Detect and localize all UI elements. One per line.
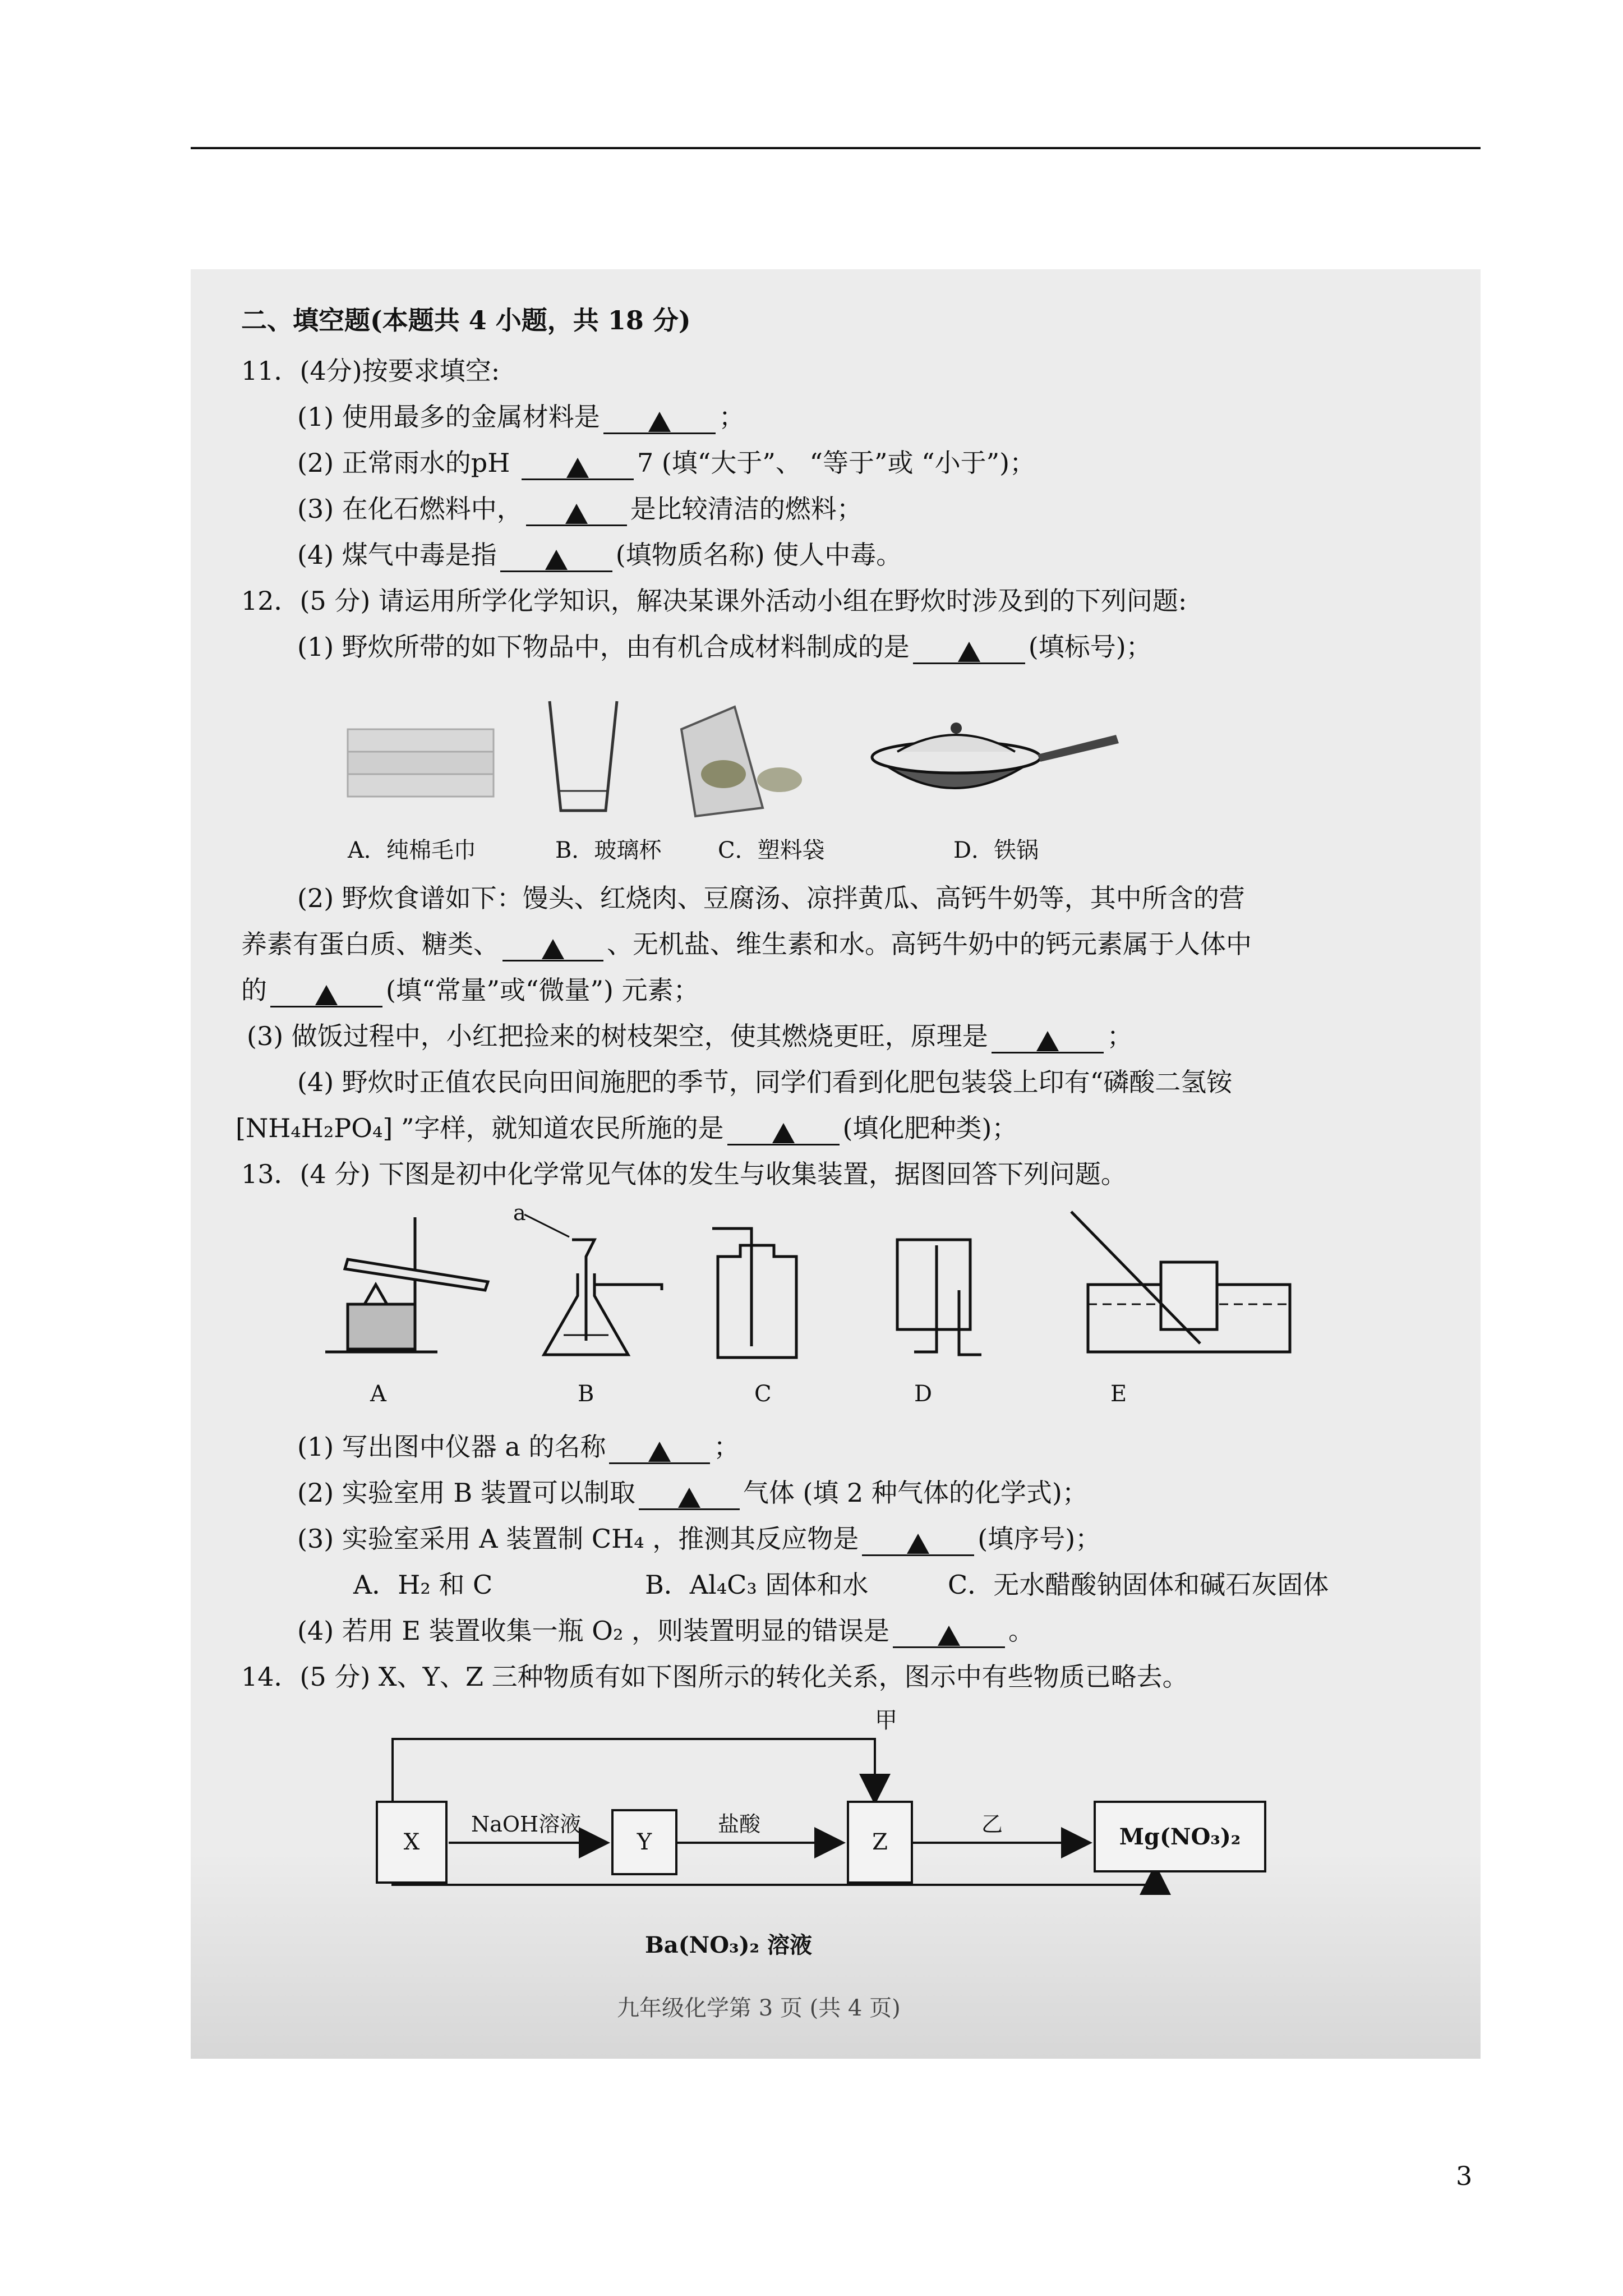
triangle-icon [648, 412, 671, 432]
plastic-bag-icon [681, 707, 802, 816]
apparatus-label-b: B [578, 1381, 594, 1407]
q12-part2-line1: (2) 野炊食谱如下：馒头、红烧肉、豆腐汤、凉拌黄瓜、高钙牛奶等，其中所含的营 [297, 883, 1245, 913]
triangle-icon [1036, 1031, 1059, 1051]
q13-option-b: B．Al₄C₃ 固体和水 [645, 1570, 869, 1600]
q12-part3-text: (3) 做饭过程中，小红把捡来的树枝架空，使其燃烧更旺，原理是 [247, 1021, 988, 1051]
q11-part2-tail: 7 (填“大于”、 “等于”或 “小于”)； [637, 448, 1036, 478]
answer-blank[interactable] [893, 1619, 1005, 1648]
answer-blank[interactable] [603, 406, 716, 434]
q13-part2 [297, 1475, 1088, 1510]
q12-part4-tail: (填化肥种类)； [842, 1113, 1018, 1143]
item-b-label: B．玻璃杯 [555, 838, 662, 863]
answer-blank[interactable] [502, 933, 603, 961]
q12-part3-tail: ； [1106, 1021, 1133, 1051]
answer-blank[interactable] [526, 498, 627, 526]
q12-part3 [247, 1019, 1133, 1053]
answer-blank[interactable] [609, 1435, 710, 1464]
triangle-icon [958, 642, 980, 662]
triangle-icon [315, 985, 338, 1005]
q13-part3-text: (3) 实验室采用 A 装置制 CH₄ ，推测其反应物是 [297, 1524, 859, 1554]
q13-part4-tail: 。 [1008, 1616, 1035, 1646]
q11-part1-text: (1) 使用最多的金属材料是 [297, 402, 600, 432]
iron-wok-icon [872, 723, 1119, 788]
answer-blank[interactable] [522, 452, 634, 480]
q13-option-a: A．H₂ 和 C [353, 1570, 493, 1600]
triangle-icon [772, 1123, 795, 1143]
answer-blank[interactable] [270, 979, 382, 1007]
triangle-icon [907, 1534, 929, 1554]
q12-part1-text: (1) 野炊所带的如下物品中，由有机合成材料制成的是 [297, 632, 910, 662]
node-z: Z [847, 1801, 913, 1884]
answer-blank[interactable] [500, 544, 612, 572]
answer-blank[interactable] [639, 1481, 740, 1510]
q11-stem: 11．(4分)按要求填空: [241, 356, 500, 386]
q12-part2-line3 [241, 973, 699, 1007]
q11-part4-tail: (填物质名称) 使人中毒。 [615, 540, 902, 570]
q13-part1 [297, 1429, 739, 1464]
towel-icon [348, 729, 494, 797]
triangle-icon [545, 550, 568, 570]
q11-part3 [297, 491, 863, 526]
q12-part1 [297, 629, 1152, 664]
q11-part4-text: (4) 煤气中毒是指 [297, 540, 497, 570]
q13-part3 [297, 1521, 1101, 1556]
node-mg-nitrate: Mg(NO₃)₂ [1094, 1801, 1266, 1872]
triangle-icon [938, 1626, 960, 1646]
q12-part2-text: 养素有蛋白质、糖类、 [241, 929, 499, 959]
apparatus-label-d: D [914, 1381, 933, 1407]
q11-part1 [297, 399, 745, 434]
label-a: a [513, 1206, 526, 1225]
section-title: 二、填空题(本题共 4 小题，共 18 分) [241, 305, 691, 335]
answer-blank[interactable] [992, 1025, 1104, 1053]
apparatus-b-icon [544, 1240, 662, 1355]
q13-part1-text: (1) 写出图中仪器 a 的名称 [297, 1432, 606, 1462]
triangle-icon [678, 1488, 700, 1508]
top-rule [191, 147, 1481, 149]
apparatus-label-a: A [370, 1381, 386, 1407]
apparatus-c-icon [712, 1228, 796, 1358]
label-ba-nitrate: Ba(NO₃)₂ 溶液 [645, 1932, 812, 1958]
answer-blank[interactable] [727, 1117, 840, 1145]
triangle-icon [542, 939, 564, 959]
q12-part2-tail: 、无机盐、维生素和水。高钙牛奶中的钙元素属于人体中 [607, 929, 1252, 959]
q13-option-c: C．无水醋酸钠固体和碱石灰固体 [948, 1570, 1329, 1600]
q13-stem: 13．(4 分) 下图是初中化学常见气体的发生与收集装置，据图回答下列问题。 [241, 1159, 1127, 1189]
q12-stem: 12．(5 分) 请运用所学化学知识，解决某课外活动小组在野炊时涉及到的下列问题: [241, 586, 1187, 616]
q11-part3-text: (3) 在化石燃料中， [297, 494, 523, 524]
q11-part4 [297, 537, 902, 572]
answer-blank[interactable] [862, 1527, 974, 1556]
q11-part1-tail: ； [718, 402, 745, 432]
q13-part4-text: (4) 若用 E 装置收集一瓶 O₂ ，则装置明显的错误是 [297, 1616, 890, 1646]
node-x: X [376, 1801, 448, 1884]
q12-part4-text: [NH₄H₂PO₄] ”字样，就知道农民所施的是 [236, 1113, 724, 1143]
q11-part2 [297, 445, 1035, 480]
page-footer: 九年级化学第 3 页 (共 4 页) [617, 1995, 901, 2021]
glass-cup-icon [550, 701, 617, 811]
q11-part3-tail: 是比较清洁的燃料； [630, 494, 863, 524]
answer-blank[interactable] [913, 636, 1025, 664]
q11-part2-text: (2) 正常雨水的pH [297, 448, 518, 478]
item-d-label: D．铁锅 [953, 838, 1039, 863]
apparatus-label-e: E [1110, 1381, 1127, 1407]
apparatus-label-c: C [754, 1381, 772, 1407]
q13-part2-text: (2) 实验室用 B 装置可以制取 [297, 1478, 635, 1508]
item-c-label: C．塑料袋 [718, 838, 825, 863]
q13-apparatus-figure [303, 1206, 1312, 1386]
item-a-label: A．纯棉毛巾 [348, 838, 476, 863]
apparatus-d-icon [897, 1240, 981, 1355]
q12-part4-line1: (4) 野炊时正值农民向田间施肥的季节，同学们看到化肥包装袋上印有“磷酸二氢铵 [297, 1067, 1233, 1097]
page-number: 3 [1456, 2161, 1473, 2191]
q12-part4-line2 [236, 1111, 1017, 1145]
node-y: Y [611, 1809, 677, 1875]
q12-part2-line3-tail: (填“常量”或“微量”) 元素； [386, 975, 699, 1005]
label-yi: 乙 [981, 1812, 1003, 1837]
q13-part4 [297, 1613, 1034, 1648]
q14-stem: 14．(5 分) X、Y、Z 三种物质有如下图所示的转化关系，图示中有些物质已略去。 [241, 1662, 1188, 1692]
q13-part3-tail: (填序号)； [978, 1524, 1101, 1554]
label-hcl: 盐酸 [718, 1812, 761, 1837]
q12-part1-tail: (填标号)； [1028, 632, 1152, 662]
q12-part2-line3-text: 的 [241, 975, 267, 1005]
triangle-icon [566, 458, 589, 478]
q12-part2-line2 [241, 927, 1252, 961]
apparatus-a-icon [325, 1217, 488, 1352]
q13-part1-tail: ； [713, 1432, 740, 1462]
q12-items-figure [336, 696, 1178, 825]
label-jia: 甲 [875, 1708, 897, 1733]
q13-part2-tail: 气体 (填 2 种气体的化学式)； [743, 1478, 1088, 1508]
label-naoh: NaOH溶液 [471, 1812, 582, 1837]
apparatus-e-icon [1071, 1212, 1290, 1352]
triangle-icon [565, 504, 588, 524]
triangle-icon [648, 1442, 671, 1462]
